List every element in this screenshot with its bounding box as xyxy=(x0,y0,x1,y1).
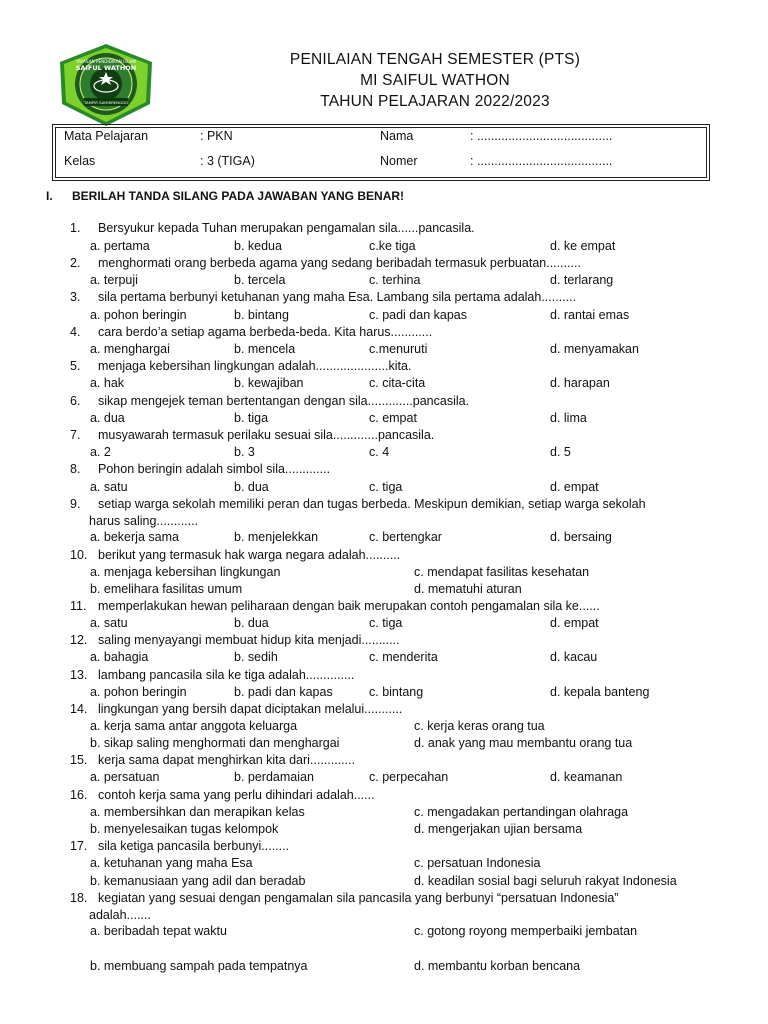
option-a: a. terpuji xyxy=(90,273,138,287)
option-b: b. menjelekkan xyxy=(234,530,319,544)
question-text: Pohon beringin adalah simbol sila............. xyxy=(98,462,331,476)
question-text: menghormati orang berbeda agama yang sedang beribadah termasuk perbuatan.......... xyxy=(98,256,581,270)
question-text: contoh kerja sama yang perlu dihindari adalah...... xyxy=(98,788,375,802)
question-text: sila ketiga pancasila berbunyi........ xyxy=(98,839,290,853)
question-number: 13. xyxy=(70,668,88,682)
question-number: 12. xyxy=(70,633,88,647)
option-b: b. 3 xyxy=(234,445,255,459)
option-a: a. pohon beringin xyxy=(90,308,187,322)
option-b: b. bintang xyxy=(234,308,289,322)
option-a: a. beribadah tepat waktu xyxy=(90,924,227,938)
question-text-continued: harus saling............ xyxy=(89,514,199,528)
option-b: b. padi dan kapas xyxy=(234,685,333,699)
option-b: b. membuang sampah pada tempatnya xyxy=(90,959,308,973)
option-d: d. kepala banteng xyxy=(550,685,650,699)
option-c: c.ke tiga xyxy=(369,239,416,253)
question-number: 9. xyxy=(70,497,81,511)
option-c: c. mendapat fasilitas kesehatan xyxy=(414,565,590,579)
option-c: c. padi dan kapas xyxy=(369,308,467,322)
option-d: d. membantu korban bencana xyxy=(414,959,581,973)
subject-value: : PKN xyxy=(200,129,233,143)
option-a: a. satu xyxy=(90,480,128,494)
option-d: d. lima xyxy=(550,411,587,425)
option-d: d. mematuhi aturan xyxy=(414,582,522,596)
question-text: lambang pancasila sila ke tiga adalah.............. xyxy=(98,668,355,682)
option-a: a. persatuan xyxy=(90,770,160,784)
option-d: d. rantai emas xyxy=(550,308,630,322)
question-number: 6. xyxy=(70,394,81,408)
option-a: a. kerja sama antar anggota keluarga xyxy=(90,719,298,733)
option-b: b. kedua xyxy=(234,239,282,253)
school-name: MI SAIFUL WATHON xyxy=(360,72,510,89)
logo-bottom-text: TAMPIR SAMIRRENGGO xyxy=(83,100,129,105)
question-text: musyawarah termasuk perilaku sesuai sila.............pancasila. xyxy=(98,428,435,442)
option-b: b. dua xyxy=(234,616,269,630)
option-a: a. membersihkan dan merapikan kelas xyxy=(90,805,305,819)
option-a: a. menghargai xyxy=(90,342,170,356)
question-text-continued: adalah....... xyxy=(89,908,151,922)
option-c: c. perpecahan xyxy=(369,770,449,784)
question-number: 14. xyxy=(70,702,88,716)
option-d: d. anak yang mau membantu orang tua xyxy=(414,736,633,750)
option-a: a. ketuhanan yang maha Esa xyxy=(90,856,253,870)
option-c: c. tiga xyxy=(369,616,403,630)
option-b: b. tercela xyxy=(234,273,286,287)
number-field[interactable]: : ....................................... xyxy=(470,154,613,168)
option-d: d. menyamakan xyxy=(550,342,639,356)
question-text: kerja sama dapat menghirkan kita dari............. xyxy=(98,753,356,767)
option-b: b. sedih xyxy=(234,650,278,664)
question-text: sila pertama berbunyi ketuhanan yang maha Esa. Lambang sila pertama adalah.......... xyxy=(98,290,577,304)
option-c: c. 4 xyxy=(369,445,390,459)
name-label: Nama xyxy=(380,129,414,143)
option-a: a. 2 xyxy=(90,445,111,459)
option-b: b. kemanusiaan yang adil dan beradab xyxy=(90,874,306,888)
option-c: c. terhina xyxy=(369,273,421,287)
exam-title: PENILAIAN TENGAH SEMESTER (PTS) xyxy=(289,51,581,68)
number-label: Nomer xyxy=(380,154,418,168)
question-number: 16. xyxy=(70,788,88,802)
option-c: c. gotong royong memperbaiki jembatan xyxy=(414,924,638,938)
option-a: a. menjaga kebersihan lingkungan xyxy=(90,565,281,579)
question-number: 4. xyxy=(70,325,81,339)
academic-year: TAHUN PELAJARAN 2022/2023 xyxy=(320,93,550,110)
option-b: b. sikap saling menghormati dan menghargai xyxy=(90,736,340,750)
question-number: 8. xyxy=(70,462,81,476)
question-text: menjaga kebersihan lingkungan adalah.....................kita. xyxy=(98,359,412,373)
question-number: 15. xyxy=(70,753,88,767)
question-text: kegiatan yang sesuai dengan pengamalan sila pancasila yang berbunyi “persatuan Indonesia” xyxy=(98,891,619,905)
option-b: b. mencela xyxy=(234,342,296,356)
question-number: 3. xyxy=(70,290,81,304)
option-d: d. empat xyxy=(550,616,599,630)
school-logo xyxy=(56,42,156,128)
option-d: d. kacau xyxy=(550,650,598,664)
question-text: berikut yang termasuk hak warga negara adalah.......... xyxy=(98,548,401,562)
option-b: b. menyelesaikan tugas kelompok xyxy=(90,822,279,836)
option-b: b. kewajiban xyxy=(234,376,304,390)
option-a: a. hak xyxy=(90,376,125,390)
question-number: 11. xyxy=(70,599,87,613)
question-text: saling menyayangi membuat hidup kita menjadi........... xyxy=(98,633,400,647)
option-c: c. mengadakan pertandingan olahraga xyxy=(414,805,629,819)
option-b: b. dua xyxy=(234,480,269,494)
option-d: d. empat xyxy=(550,480,599,494)
option-b: b. perdamaian xyxy=(234,770,314,784)
logo-name-text: SAIFUL WATHON xyxy=(75,64,137,72)
option-a: a. bekerja sama xyxy=(90,530,179,544)
option-c: c. bertengkar xyxy=(369,530,442,544)
question-text: setiap warga sekolah memiliki peran dan tugas berbeda. Meskipun demikian, setiap warga sekolah xyxy=(98,497,646,511)
question-number: 2. xyxy=(70,256,81,270)
question-text: sikap mengejek teman bertentangan dengan sila.............pancasila. xyxy=(98,394,470,408)
option-d: d. 5 xyxy=(550,445,571,459)
class-label: Kelas xyxy=(64,154,96,168)
option-d: d. mengerjakan ujian bersama xyxy=(414,822,583,836)
name-field[interactable]: : ....................................... xyxy=(470,129,613,143)
option-a: a. pohon beringin xyxy=(90,685,187,699)
option-c: c. tiga xyxy=(369,480,403,494)
option-c: c. kerja keras orang tua xyxy=(414,719,545,733)
question-number: 1. xyxy=(70,221,81,235)
question-number: 17. xyxy=(70,839,88,853)
option-d: d. terlarang xyxy=(550,273,614,287)
class-value: : 3 (TIGA) xyxy=(200,154,255,168)
option-a: a. bahagia xyxy=(90,650,149,664)
option-b: b. tiga xyxy=(234,411,269,425)
option-d: d. bersaing xyxy=(550,530,612,544)
option-b: b. emelihara fasilitas umum xyxy=(90,582,243,596)
option-c: c. persatuan Indonesia xyxy=(414,856,541,870)
question-text: memperlakukan hewan peliharaan dengan baik merupakan contoh pengamalan sila ke...... xyxy=(98,599,600,613)
question-number: 7. xyxy=(70,428,81,442)
option-c: c.menuruti xyxy=(369,342,428,356)
option-d: d. harapan xyxy=(550,376,610,390)
option-a: a. satu xyxy=(90,616,128,630)
question-text: lingkungan yang bersih dapat diciptakan melalui........... xyxy=(98,702,403,716)
option-d: d. keadilan sosial bagi seluruh rakyat Indonesia xyxy=(414,874,677,888)
subject-label: Mata Pelajaran xyxy=(64,129,149,143)
question-number: 10. xyxy=(70,548,88,562)
option-c: c. empat xyxy=(369,411,417,425)
section-number: I. xyxy=(46,189,53,203)
question-number: 5. xyxy=(70,359,81,373)
option-d: d. keamanan xyxy=(550,770,623,784)
logo-top-text: YAYASAN PENDIDIKAN ISLAM xyxy=(76,59,136,64)
option-c: c. cita-cita xyxy=(369,376,426,390)
option-c: c. menderita xyxy=(369,650,438,664)
option-d: d. ke empat xyxy=(550,239,616,253)
option-a: a. dua xyxy=(90,411,125,425)
option-a: a. pertama xyxy=(90,239,150,253)
question-text: Bersyukur kepada Tuhan merupakan pengamalan sila......pancasila. xyxy=(98,221,475,235)
option-c: c. bintang xyxy=(369,685,424,699)
question-number: 18. xyxy=(70,891,88,905)
section-instruction: BERILAH TANDA SILANG PADA JAWABAN YANG BENAR! xyxy=(72,189,405,203)
question-text: cara berdo’a setiap agama berbeda-beda. Kita harus............ xyxy=(98,325,433,339)
